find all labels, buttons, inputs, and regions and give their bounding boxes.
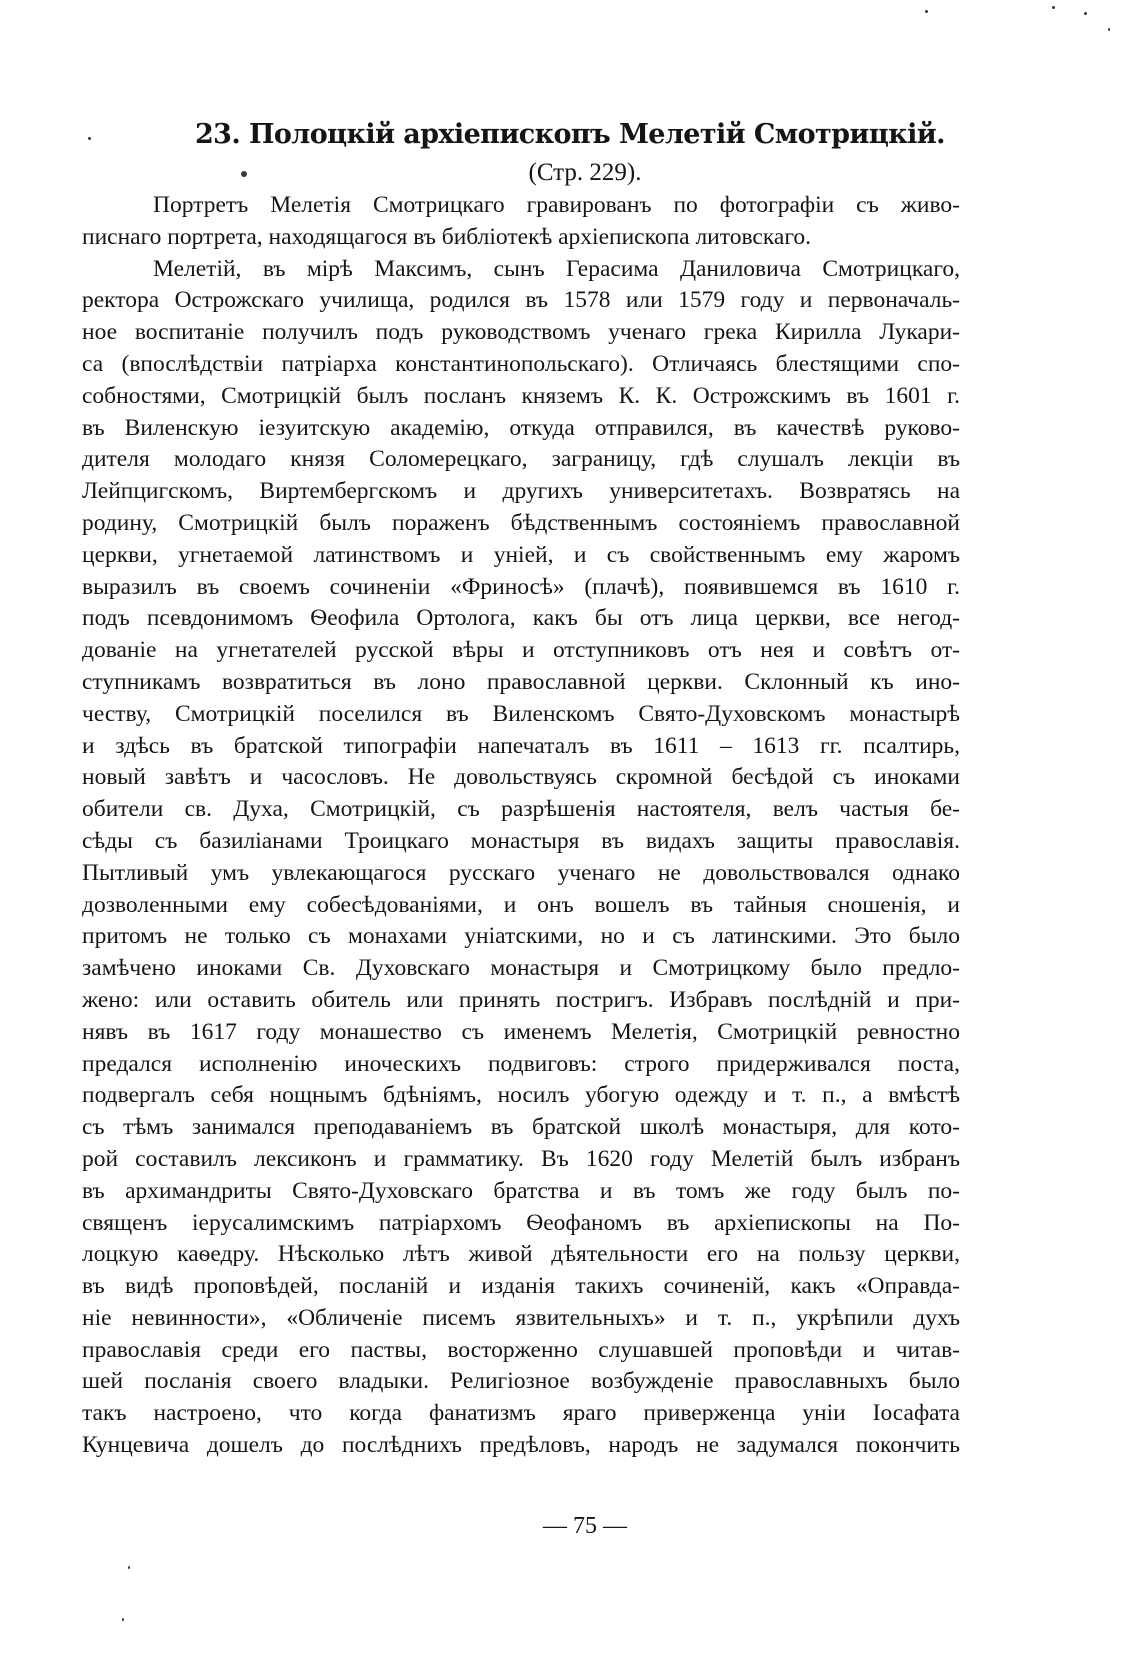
text-line: выразилъ въ своемъ сочиненіи «Фриносѣ» (плачѣ), появившемся въ 1610 г. [82,573,960,600]
text-line: предался исполненію иноческихъ подвиговъ: строго придерживался поста, [82,1050,960,1077]
scan-speck [128,1566,130,1569]
page-reference: (Стр. 229). [528,159,642,186]
text-line: Пытливый умъ увлекающагося русскаго ученаго не довольствовался однако [82,859,960,886]
page-number: — 75 — [543,1513,627,1539]
text-line: писнаго портрета, находящагося въ библіотекѣ архіепископа литовскаго. [82,223,812,250]
text-line: дозволенными ему собесѣдованіями, и онъ вошелъ въ тайныя сношенія, и [82,891,960,918]
text-line: съ тѣмъ занимался преподаваніемъ въ братской школѣ монастыря, для кото- [82,1114,960,1141]
text-line: обители св. Духа, Смотрицкій, съ разрѣшенія настоятеля, велъ частыя бе- [82,796,960,823]
text-line: ректора Острожскаго училища, родился въ 1578 или 1579 году и первоначаль- [82,287,960,314]
text-line: подъ псевдонимомъ Ѳеофила Ортолога, какъ бы отъ лица церкви, все негод- [82,605,960,632]
text-line: лоцкую каѳедру. Нѣсколько лѣтъ живой дѣятельности его на пользу церкви, [82,1241,960,1268]
text-line: дителя молодаго князя Соломерецкаго, заграницу, гдѣ слушалъ лекціи въ [82,446,960,473]
text-line: ступникамъ возвратиться въ лоно православной церкви. Склонный къ ино- [82,668,960,695]
text-line: и здѣсь въ братской типографіи напечаталъ въ 1611 – 1613 гг. псалтирь, [82,732,960,759]
article-body [82,190,960,1462]
text-line: шей посланія своего владыки. Религіозное возбужденіе православныхъ было [82,1368,960,1395]
text-line: собностями, Смотрицкій былъ посланъ княземъ К. К. Острожскимъ въ 1601 г. [82,382,960,409]
text-line: въ видѣ проповѣдей, посланій и изданія такихъ сочиненій, какъ «Оправда- [82,1273,960,1300]
text-line: ніе невинности», «Обличеніе писемъ язвительныхъ» и т. п., укрѣпили духъ [82,1304,960,1331]
text-line: Портретъ Мелетія Смотрицкаго гравированъ по фотографіи съ живо- [153,192,960,218]
text-line: подвергалъ себя нощнымъ бдѣніямъ, носилъ убогую одежду и т. п., а вмѣстѣ [82,1082,960,1109]
text-line: замѣчено иноками Св. Духовскаго монастыря и Смотрицкому было предло- [82,955,960,982]
text-line: жено: или оставить обитель или принять постригъ. Избравъ послѣдній и при- [82,986,960,1013]
article-title: 23. Полоцкій архіепископъ Мелетій Смотрицкій. [195,119,945,150]
text-line: священъ іерусалимскимъ патріархомъ Ѳеофаномъ въ архіепископы на По- [82,1209,960,1236]
text-line: такъ настроено, что когда фанатизмъ яраго приверженца уніи Іосафата [82,1400,960,1427]
scan-speck [122,1618,124,1621]
text-line: Кунцевича дошелъ до послѣднихъ предѣловъ, народъ не задумался покончить [82,1432,960,1459]
text-line: родину, Смотрицкій былъ пораженъ бѣдственнымъ состояніемъ православной [82,509,960,536]
text-line: нявъ въ 1617 году монашество съ именемъ Мелетія, Смотрицкій ревностно [82,1018,960,1045]
text-line: честву, Смотрицкій поселился въ Виленскомъ Свято-Духовскомъ монастырѣ [82,700,960,727]
text-line: церкви, угнетаемой латинствомъ и уніей, и съ свойственнымъ ему жаромъ [82,541,960,568]
text-line: рой составилъ лексиконъ и грамматику. Въ 1620 году Мелетій былъ избранъ [82,1145,960,1172]
text-line: дованіе на угнетателей русской вѣры и отступниковъ отъ нея и совѣтъ от- [82,637,960,664]
text-line: Лейпцигскомъ, Виртембергскомъ и другихъ университетахъ. Возвратясь на [82,478,960,505]
scan-speck [1084,12,1087,15]
text-line: са (впослѣдствіи патріарха константинопольскаго). Отличаясь блестящими спо- [82,350,960,377]
text-line: притомъ не только съ монахами уніатскими, но и съ латинскими. Это было [82,923,960,950]
text-line: новый завѣтъ и часословъ. Не довольствуясь скромной бесѣдой съ иноками [82,764,960,791]
scan-speck [925,10,928,13]
text-line: въ архимандриты Свято-Духовскаго братства и въ томъ же году былъ по- [82,1177,960,1204]
text-line: въ Виленскую іезуитскую академію, откуда отправился, въ качествѣ руково- [82,414,960,441]
text-line: Мелетій, въ мірѣ Максимъ, сынъ Герасима Даниловича Смотрицкаго, [153,255,960,282]
text-line: православія среди его паствы, восторженно слушавшей проповѣди и читав- [82,1336,960,1363]
text-line: сѣды съ базиліанами Троицкаго монастыря въ видахъ защиты православія. [82,827,960,854]
text-line: ное воспитаніе получилъ подъ руководствомъ ученаго грека Кирилла Лукари- [82,319,960,346]
scan-speck [1108,28,1110,31]
scan-speck [1052,6,1055,9]
